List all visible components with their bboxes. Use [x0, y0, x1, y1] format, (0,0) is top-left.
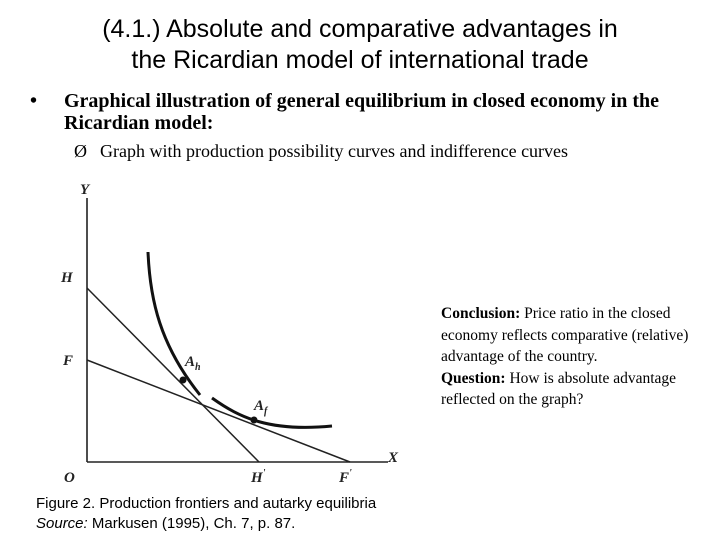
origin-label: O — [64, 470, 75, 486]
figure-title: Figure 2. Production frontiers and autarky equilibria — [36, 495, 377, 512]
foreign-production-frontier — [87, 360, 350, 462]
bullet-icon: • — [30, 90, 38, 112]
conclusion-text: Price ratio in the closed economy reflects comparative (relative) advantage of the country. — [441, 305, 689, 365]
conclusion-box — [441, 303, 716, 411]
bullet-text: Graphical illustration of general equilibrium in closed economy in the Ricardian model: — [64, 90, 659, 134]
figure-source — [36, 514, 456, 534]
question-text: How is absolute advantage reflected on the graph? — [441, 369, 677, 408]
question-label: Question: — [441, 369, 506, 387]
foreign-indifference-curve — [212, 398, 332, 427]
h-intercept-label: H — [61, 270, 73, 286]
slide-title — [0, 14, 720, 76]
conclusion-label: Conclusion: — [441, 305, 521, 322]
ppf-diagram — [0, 170, 440, 490]
f-intercept-label: F — [63, 353, 74, 369]
title-line-2: the Ricardian model of international trade — [131, 46, 589, 74]
h-prime-label: H' — [251, 468, 266, 486]
ah-label: $A_h$ — [185, 354, 201, 373]
y-axis-label: Y — [80, 182, 90, 198]
home-indifference-curve — [148, 252, 200, 395]
sub-bullet-text: Graph with production possibility curves and indifference curves — [100, 141, 569, 161]
figure-caption — [36, 494, 456, 534]
title-line-1: (4.1.) Absolute and comparative advantages in — [102, 15, 618, 43]
source-label: Source: — [36, 515, 88, 532]
x-axis-label: X — [388, 450, 399, 466]
af-label: $A_f$ — [254, 398, 268, 417]
autarky-point-foreign — [251, 417, 258, 424]
source-text: Markusen (1995), Ch. 7, p. 87. — [87, 515, 296, 532]
autarky-point-home — [180, 377, 187, 384]
home-production-frontier — [87, 288, 259, 462]
arrow-bullet-icon: Ø — [74, 141, 87, 161]
f-prime-label: F' — [339, 468, 352, 486]
